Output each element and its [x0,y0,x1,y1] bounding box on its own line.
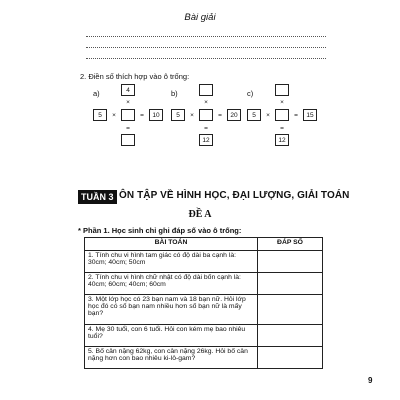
multiply-sign: × [204,98,208,106]
exam-title: ĐỀ A [188,209,212,220]
column-header-answer: ĐÁP SỐ [258,238,323,251]
answer-cell[interactable] [258,347,323,369]
table-row [85,251,323,273]
week-label: TUẦN 3 [78,190,117,204]
problem-cell: 1. Tính chu vi hình tam giác có độ dài ba cạnh là: 30cm; 40cm; 50cm [85,251,258,273]
answer-line-3 [86,58,326,59]
problem-table [84,237,323,369]
page-number: 9 [368,376,373,385]
part-1-instruction: * Phần 1. Học sinh chỉ ghi đáp số vào ô trống: [78,226,242,235]
equals-sign: = [218,111,222,119]
puzzle-center-cell[interactable] [275,109,289,121]
puzzle-label: c) [247,89,254,98]
table-row [85,325,323,347]
puzzle-left-cell[interactable]: 5 [93,109,107,121]
puzzle-right-cell[interactable]: 20 [227,109,241,121]
equals-sign: = [126,124,130,132]
week-title: ÔN TẬP VỀ HÌNH HỌC, ĐẠI LƯỢNG, GIẢI TOÁN [119,190,350,201]
question-2-text: 2. Điền số thích hợp vào ô trống: [80,72,190,81]
solution-heading: Bài giải [184,12,216,23]
table-row [85,347,323,369]
equals-sign: = [204,124,208,132]
equals-sign: = [294,111,298,119]
puzzle-label: b) [171,89,178,98]
answer-cell[interactable] [258,325,323,347]
problem-cell: 2. Tính chu vi hình chữ nhật có độ dài bốn cạnh là: 40cm; 60cm; 40cm; 60cm [85,273,258,295]
puzzle-c [247,84,347,152]
equals-sign: = [280,124,284,132]
multiply-sign: × [126,98,130,106]
answer-line-1 [86,36,326,37]
answer-line-2 [86,47,326,48]
puzzle-center-cell[interactable] [199,109,213,121]
puzzle-right-cell[interactable]: 15 [303,109,317,121]
puzzle-left-cell[interactable]: 5 [171,109,185,121]
answer-cell[interactable] [258,251,323,273]
problem-cell: 4. Mẹ 30 tuổi, con 6 tuổi. Hỏi con kém mẹ bao nhiêu tuổi? [85,325,258,347]
multiply-sign: × [280,98,284,106]
equals-sign: = [140,111,144,119]
puzzle-top-cell[interactable] [275,84,289,96]
table-row [85,295,323,325]
problem-cell: 3. Một lớp học có 23 bạn nam và 18 bạn nữ. Hỏi lớp học đó có số bạn nam nhiều hơn số bạn nữ là mấy bạn? [85,295,258,325]
puzzle-top-cell[interactable]: 4 [121,84,135,96]
multiply-sign: × [112,111,116,119]
answer-cell[interactable] [258,295,323,325]
problem-cell: 5. Bố cân nặng 62kg, con cân nặng 26kg. Hỏi bố cân nặng hơn con bao nhiêu ki-lô-gam? [85,347,258,369]
table-header-row [85,238,323,251]
puzzle-bottom-cell[interactable] [121,134,135,146]
answer-cell[interactable] [258,273,323,295]
multiply-sign: × [190,111,194,119]
puzzle-top-cell[interactable] [199,84,213,96]
puzzle-left-cell[interactable]: 5 [247,109,261,121]
multiply-sign: × [266,111,270,119]
table-row [85,273,323,295]
puzzle-right-cell[interactable]: 10 [149,109,163,121]
puzzle-label: a) [93,89,100,98]
puzzle-bottom-cell[interactable]: 12 [199,134,213,146]
puzzle-center-cell[interactable] [121,109,135,121]
puzzle-bottom-cell[interactable]: 12 [275,134,289,146]
column-header-problem: BÀI TOÁN [85,238,258,251]
